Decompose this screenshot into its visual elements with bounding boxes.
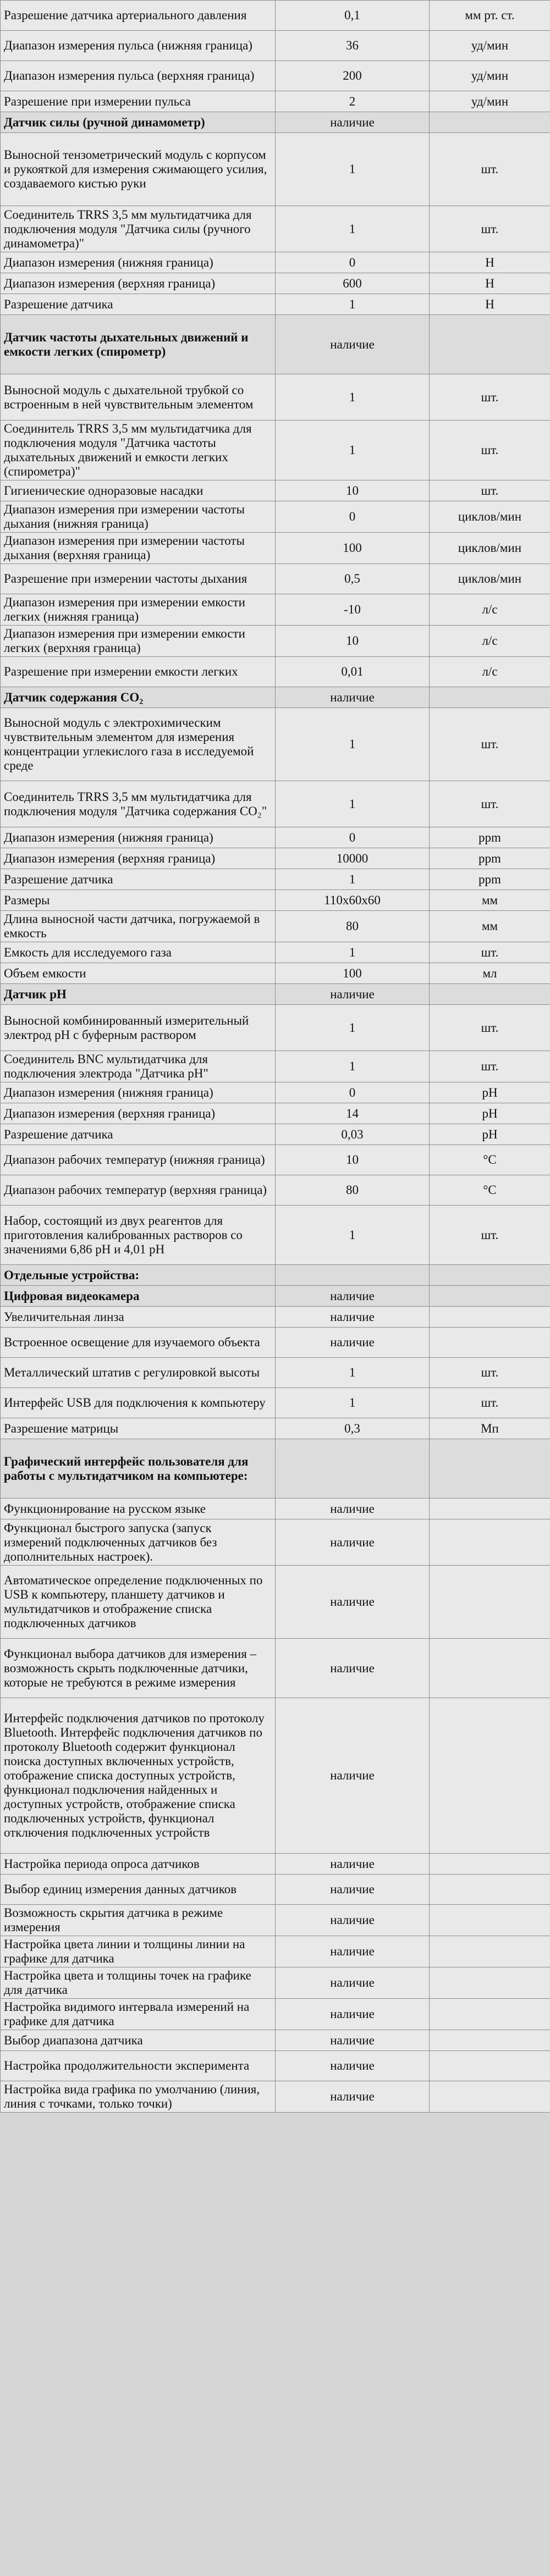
parameter-name-cell: Выбор единиц измерения данных датчиков	[1, 1875, 276, 1905]
value-cell: наличие	[276, 1286, 430, 1307]
unit-cell: pH	[430, 1124, 550, 1145]
section-header-row	[1, 984, 550, 1005]
unit-cell: ppm	[430, 869, 550, 890]
unit-cell: л/с	[430, 626, 550, 657]
unit-cell	[430, 1698, 550, 1854]
parameter-name-cell: Цифровая видеокамера	[1, 1286, 276, 1307]
value-cell: 0	[276, 1082, 430, 1103]
parameter-name-cell: Интерфейс USB для подключения к компьютеру	[1, 1388, 276, 1418]
parameter-name-cell: Настройка вида графика по умолчанию (линия, линия с точками, только точки)	[1, 2081, 276, 2113]
table-row	[1, 1124, 550, 1145]
value-cell: 0	[276, 252, 430, 273]
value-cell: наличие	[276, 1519, 430, 1566]
table-row	[1, 1051, 550, 1082]
table-row	[1, 374, 550, 421]
table-row	[1, 657, 550, 687]
table-row	[1, 594, 550, 626]
table-row	[1, 1854, 550, 1875]
value-cell: 10000	[276, 848, 430, 869]
parameter-name-cell: Металлический штатив с регулировкой высоты	[1, 1358, 276, 1388]
parameter-name-cell: Датчик частоты дыхательных движений и емкости легких (спирометр)	[1, 315, 276, 374]
value-cell: 100	[276, 533, 430, 564]
value-cell: 80	[276, 911, 430, 942]
unit-cell	[430, 1265, 550, 1286]
value-cell: 1	[276, 1358, 430, 1388]
value-cell: 200	[276, 61, 430, 91]
unit-cell: шт.	[430, 133, 550, 206]
parameter-name-cell: Выносной тензометрический модуль с корпусом и рукояткой для измерения сжимающего усилия, создаваемого кистью руки	[1, 133, 276, 206]
unit-cell: циклов/мин	[430, 564, 550, 594]
unit-cell	[430, 1307, 550, 1328]
value-cell: 1	[276, 133, 430, 206]
table-row	[1, 91, 550, 112]
table-row	[1, 1967, 550, 1999]
table-row	[1, 890, 550, 911]
unit-cell	[430, 1499, 550, 1519]
value-cell: 1	[276, 374, 430, 421]
section-header-row	[1, 315, 550, 374]
value-cell: наличие	[276, 2081, 430, 2113]
value-cell: 1	[276, 781, 430, 827]
table-row	[1, 1698, 550, 1854]
parameter-name-cell: Настройка цвета линии и толщины линии на графике для датчика	[1, 1936, 276, 1967]
unit-cell	[430, 1286, 550, 1307]
parameter-name-cell: Встроенное освещение для изучаемого объекта	[1, 1328, 276, 1358]
section-header-row	[1, 687, 550, 708]
value-cell: 14	[276, 1103, 430, 1124]
value-cell: 1	[276, 294, 430, 315]
table-row	[1, 1, 550, 31]
value-cell	[276, 1265, 430, 1286]
value-cell: наличие	[276, 1905, 430, 1936]
unit-cell: уд/мин	[430, 91, 550, 112]
value-cell: наличие	[276, 315, 430, 374]
section-header-row	[1, 112, 550, 133]
value-cell: 0,03	[276, 1124, 430, 1145]
parameter-name-cell: Диапазон измерения (верхняя граница)	[1, 848, 276, 869]
parameter-name-cell: Возможность скрытия датчика в режиме измерения	[1, 1905, 276, 1936]
parameter-name-cell: Настройка продолжительности эксперимента	[1, 2051, 276, 2081]
unit-cell: шт.	[430, 480, 550, 501]
table-row	[1, 2081, 550, 2113]
unit-cell	[430, 2051, 550, 2081]
table-row	[1, 626, 550, 657]
section-header-row	[1, 1265, 550, 1286]
table-row	[1, 1103, 550, 1124]
value-cell: 1	[276, 206, 430, 252]
parameter-name-cell: Датчик pH	[1, 984, 276, 1005]
value-cell: наличие	[276, 687, 430, 708]
unit-cell	[430, 1639, 550, 1698]
unit-cell	[430, 1854, 550, 1875]
unit-cell: циклов/мин	[430, 533, 550, 564]
unit-cell: уд/мин	[430, 31, 550, 61]
parameter-name-cell: Соединитель BNC мультидатчика для подключения электрода "Датчика pH"	[1, 1051, 276, 1082]
value-cell: 0	[276, 827, 430, 848]
unit-cell	[430, 984, 550, 1005]
table-row	[1, 911, 550, 942]
parameter-name-cell: Диапазон измерения при измерении частоты дыхания (верхняя граница)	[1, 533, 276, 564]
parameter-name-cell: Функционал быстрого запуска (запуск измерений подключенных датчиков без дополнительных настроек).	[1, 1519, 276, 1566]
value-cell: 100	[276, 963, 430, 984]
unit-cell: шт.	[430, 1206, 550, 1265]
table-row	[1, 1905, 550, 1936]
value-cell: 1	[276, 708, 430, 781]
value-cell: 1	[276, 1388, 430, 1418]
parameter-name-cell: Разрешение при измерении пульса	[1, 91, 276, 112]
value-cell: наличие	[276, 1307, 430, 1328]
unit-cell: °С	[430, 1175, 550, 1206]
table-row	[1, 31, 550, 61]
value-cell: 10	[276, 626, 430, 657]
unit-cell	[430, 1967, 550, 1999]
table-row	[1, 1175, 550, 1206]
unit-cell: pH	[430, 1082, 550, 1103]
parameter-name-cell: Выносной модуль с электрохимическим чувствительным элементом для измерения концентрации углекислого газа в исследуемой среде	[1, 708, 276, 781]
unit-cell: л/с	[430, 594, 550, 626]
parameter-name-cell: Соединитель TRRS 3,5 мм мультидатчика для подключения модуля "Датчика силы (ручного динамометра)"	[1, 206, 276, 252]
parameter-name-cell: Диапазон измерения (нижняя граница)	[1, 827, 276, 848]
table-row	[1, 2051, 550, 2081]
unit-cell: Н	[430, 252, 550, 273]
value-cell: 1	[276, 421, 430, 480]
parameter-name-cell: Диапазон измерения при измерении емкости легких (верхняя граница)	[1, 626, 276, 657]
parameter-name-cell: Датчик силы (ручной динамометр)	[1, 112, 276, 133]
table-row	[1, 480, 550, 501]
table-row	[1, 1639, 550, 1698]
table-row	[1, 708, 550, 781]
table-row	[1, 206, 550, 252]
parameter-name-cell: Настройка видимого интервала измерений на графике для датчика	[1, 1999, 276, 2030]
unit-cell: мм	[430, 890, 550, 911]
unit-cell: шт.	[430, 421, 550, 480]
unit-cell: шт.	[430, 781, 550, 827]
parameter-name-cell: Настройка периода опроса датчиков	[1, 1854, 276, 1875]
value-cell: наличие	[276, 1875, 430, 1905]
value-cell: наличие	[276, 112, 430, 133]
parameter-name-cell: Функционирование на русском языке	[1, 1499, 276, 1519]
unit-cell	[430, 112, 550, 133]
unit-cell: шт.	[430, 1388, 550, 1418]
parameter-name-cell: Разрешение датчика артериального давления	[1, 1, 276, 31]
value-cell: -10	[276, 594, 430, 626]
value-cell: 1	[276, 1005, 430, 1051]
value-cell: наличие	[276, 1639, 430, 1698]
unit-cell: Н	[430, 273, 550, 294]
table-row	[1, 501, 550, 533]
parameter-name-cell: Емкость для исследуемого газа	[1, 942, 276, 963]
value-cell: наличие	[276, 1967, 430, 1999]
parameter-name-cell: Разрешение при измерении емкости легких	[1, 657, 276, 687]
parameter-name-cell: Длина выносной части датчика, погружаемой в емкость	[1, 911, 276, 942]
unit-cell: мм рт. ст.	[430, 1, 550, 31]
value-cell: 1	[276, 1206, 430, 1265]
table-row	[1, 1388, 550, 1418]
value-cell: 110х60х60	[276, 890, 430, 911]
parameter-name-cell: Разрешение матрицы	[1, 1418, 276, 1439]
table-row	[1, 963, 550, 984]
unit-cell	[430, 2030, 550, 2051]
table-row	[1, 273, 550, 294]
table-row	[1, 1519, 550, 1566]
table-row	[1, 252, 550, 273]
table-row	[1, 1358, 550, 1388]
unit-cell: циклов/мин	[430, 501, 550, 533]
parameter-name-cell: Выносной комбинированный измерительный электрод pH с буферным раствором	[1, 1005, 276, 1051]
table-row	[1, 2030, 550, 2051]
unit-cell: pH	[430, 1103, 550, 1124]
value-cell: 0,5	[276, 564, 430, 594]
table-row	[1, 533, 550, 564]
value-cell: 1	[276, 1051, 430, 1082]
table-row	[1, 869, 550, 890]
unit-cell: Мп	[430, 1418, 550, 1439]
parameter-name-cell: Соединитель TRRS 3,5 мм мультидатчика для подключения модуля "Датчика содержания CO₂"	[1, 781, 276, 827]
unit-cell: шт.	[430, 1358, 550, 1388]
parameter-name-cell: Соединитель TRRS 3,5 мм мультидатчика для подключения модуля "Датчика частоты дыхательных движений и емкости легких (спирометра)"	[1, 421, 276, 480]
parameter-name-cell: Диапазон измерения пульса (нижняя граница)	[1, 31, 276, 61]
parameter-name-cell: Гигиенические одноразовые насадки	[1, 480, 276, 501]
table-row	[1, 1145, 550, 1175]
table-row	[1, 1206, 550, 1265]
unit-cell: мм	[430, 911, 550, 942]
unit-cell	[430, 687, 550, 708]
value-cell: наличие	[276, 1328, 430, 1358]
value-cell: наличие	[276, 2051, 430, 2081]
value-cell: 600	[276, 273, 430, 294]
parameter-name-cell: Интерфейс подключения датчиков по протоколу Bluetooth. Интерфейс подключения датчиков по протоколу Bluetooth содержит функционал поиска доступных включенных устройств, отображение списка доступных устройств, функционал подключения найденных и доступных устройств, отображение списка подключенных устройств, функционал отключения подключенных устройств	[1, 1698, 276, 1854]
table-row	[1, 1999, 550, 2030]
parameter-name-cell: Выбор диапазона датчика	[1, 2030, 276, 2051]
parameter-name-cell: Диапазон измерения при измерении частоты дыхания (нижняя граница)	[1, 501, 276, 533]
value-cell: 10	[276, 480, 430, 501]
value-cell: 1	[276, 942, 430, 963]
unit-cell: уд/мин	[430, 61, 550, 91]
table-row	[1, 1566, 550, 1639]
value-cell: наличие	[276, 1936, 430, 1967]
value-cell: наличие	[276, 1698, 430, 1854]
value-cell: наличие	[276, 1854, 430, 1875]
table-row	[1, 1875, 550, 1905]
parameter-name-cell: Диапазон измерения (верхняя граница)	[1, 273, 276, 294]
parameter-name-cell: Разрешение при измерении частоты дыхания	[1, 564, 276, 594]
parameter-name-cell: Диапазон измерения пульса (верхняя граница)	[1, 61, 276, 91]
unit-cell	[430, 1519, 550, 1566]
unit-cell: ppm	[430, 827, 550, 848]
parameter-name-cell: Графический интерфейс пользователя для работы с мультидатчиком на компьютере:	[1, 1439, 276, 1499]
value-cell: 1	[276, 869, 430, 890]
value-cell: наличие	[276, 984, 430, 1005]
section-header-row	[1, 1286, 550, 1307]
unit-cell: °С	[430, 1145, 550, 1175]
unit-cell: шт.	[430, 206, 550, 252]
unit-cell: шт.	[430, 1005, 550, 1051]
table-row	[1, 1936, 550, 1967]
parameter-name-cell: Диапазон рабочих температур (нижняя граница)	[1, 1145, 276, 1175]
unit-cell: л/с	[430, 657, 550, 687]
unit-cell: мл	[430, 963, 550, 984]
unit-cell: шт.	[430, 1051, 550, 1082]
value-cell: 0	[276, 501, 430, 533]
table-row	[1, 942, 550, 963]
parameter-name-cell: Отдельные устройства:	[1, 1265, 276, 1286]
unit-cell	[430, 1936, 550, 1967]
parameter-name-cell: Увеличительная линза	[1, 1307, 276, 1328]
unit-cell: Н	[430, 294, 550, 315]
unit-cell	[430, 1999, 550, 2030]
table-row	[1, 1499, 550, 1519]
table-row	[1, 294, 550, 315]
unit-cell	[430, 1439, 550, 1499]
value-cell: наличие	[276, 1499, 430, 1519]
unit-cell: шт.	[430, 708, 550, 781]
parameter-name-cell: Набор, состоящий из двух реагентов для приготовления калиброванных растворов со значениями 6,86 pH и 4,01 pH	[1, 1206, 276, 1265]
parameter-name-cell: Настройка цвета и толщины точек на графике для датчика	[1, 1967, 276, 1999]
value-cell: 0,3	[276, 1418, 430, 1439]
unit-cell: шт.	[430, 942, 550, 963]
table-row	[1, 564, 550, 594]
parameter-name-cell: Диапазон измерения (нижняя граница)	[1, 252, 276, 273]
unit-cell	[430, 1328, 550, 1358]
parameter-name-cell: Разрешение датчика	[1, 869, 276, 890]
value-cell: 2	[276, 91, 430, 112]
parameter-name-cell: Диапазон рабочих температур (верхняя граница)	[1, 1175, 276, 1206]
unit-cell	[430, 315, 550, 374]
table-row	[1, 781, 550, 827]
unit-cell	[430, 1875, 550, 1905]
parameter-name-cell: Разрешение датчика	[1, 1124, 276, 1145]
parameter-name-cell: Автоматическое определение подключенных по USB к компьютеру, планшету датчиков и мультидатчиков и отображение списка подключенных датчиков	[1, 1566, 276, 1639]
value-cell: наличие	[276, 1999, 430, 2030]
table-row	[1, 848, 550, 869]
specification-table-body	[1, 1, 550, 2113]
table-row	[1, 1082, 550, 1103]
unit-cell: шт.	[430, 374, 550, 421]
parameter-name-cell: Диапазон измерения (верхняя граница)	[1, 1103, 276, 1124]
unit-cell: ppm	[430, 848, 550, 869]
table-row	[1, 827, 550, 848]
table-row	[1, 133, 550, 206]
table-row	[1, 421, 550, 480]
value-cell: 80	[276, 1175, 430, 1206]
table-row	[1, 1418, 550, 1439]
value-cell: наличие	[276, 2030, 430, 2051]
unit-cell	[430, 1566, 550, 1639]
parameter-name-cell: Выносной модуль с дыхательной трубкой со встроенным в ней чувствительным элементом	[1, 374, 276, 421]
parameter-name-cell: Диапазон измерения при измерении емкости легких (нижняя граница)	[1, 594, 276, 626]
unit-cell	[430, 1905, 550, 1936]
parameter-name-cell: Диапазон измерения (нижняя граница)	[1, 1082, 276, 1103]
value-cell: наличие	[276, 1566, 430, 1639]
section-header-row	[1, 1439, 550, 1499]
parameter-name-cell: Датчик содержания CO₂	[1, 687, 276, 708]
value-cell	[276, 1439, 430, 1499]
value-cell: 36	[276, 31, 430, 61]
parameter-name-cell: Функционал выбора датчиков для измерения – возможность скрыть подключенные датчики, которые не требуются в режиме измерения	[1, 1639, 276, 1698]
unit-cell	[430, 2081, 550, 2113]
value-cell: 0,01	[276, 657, 430, 687]
table-row	[1, 61, 550, 91]
table-row	[1, 1328, 550, 1358]
table-row	[1, 1005, 550, 1051]
value-cell: 10	[276, 1145, 430, 1175]
parameter-name-cell: Разрешение датчика	[1, 294, 276, 315]
parameter-name-cell: Объем емкости	[1, 963, 276, 984]
value-cell: 0,1	[276, 1, 430, 31]
table-row	[1, 1307, 550, 1328]
parameter-name-cell: Размеры	[1, 890, 276, 911]
